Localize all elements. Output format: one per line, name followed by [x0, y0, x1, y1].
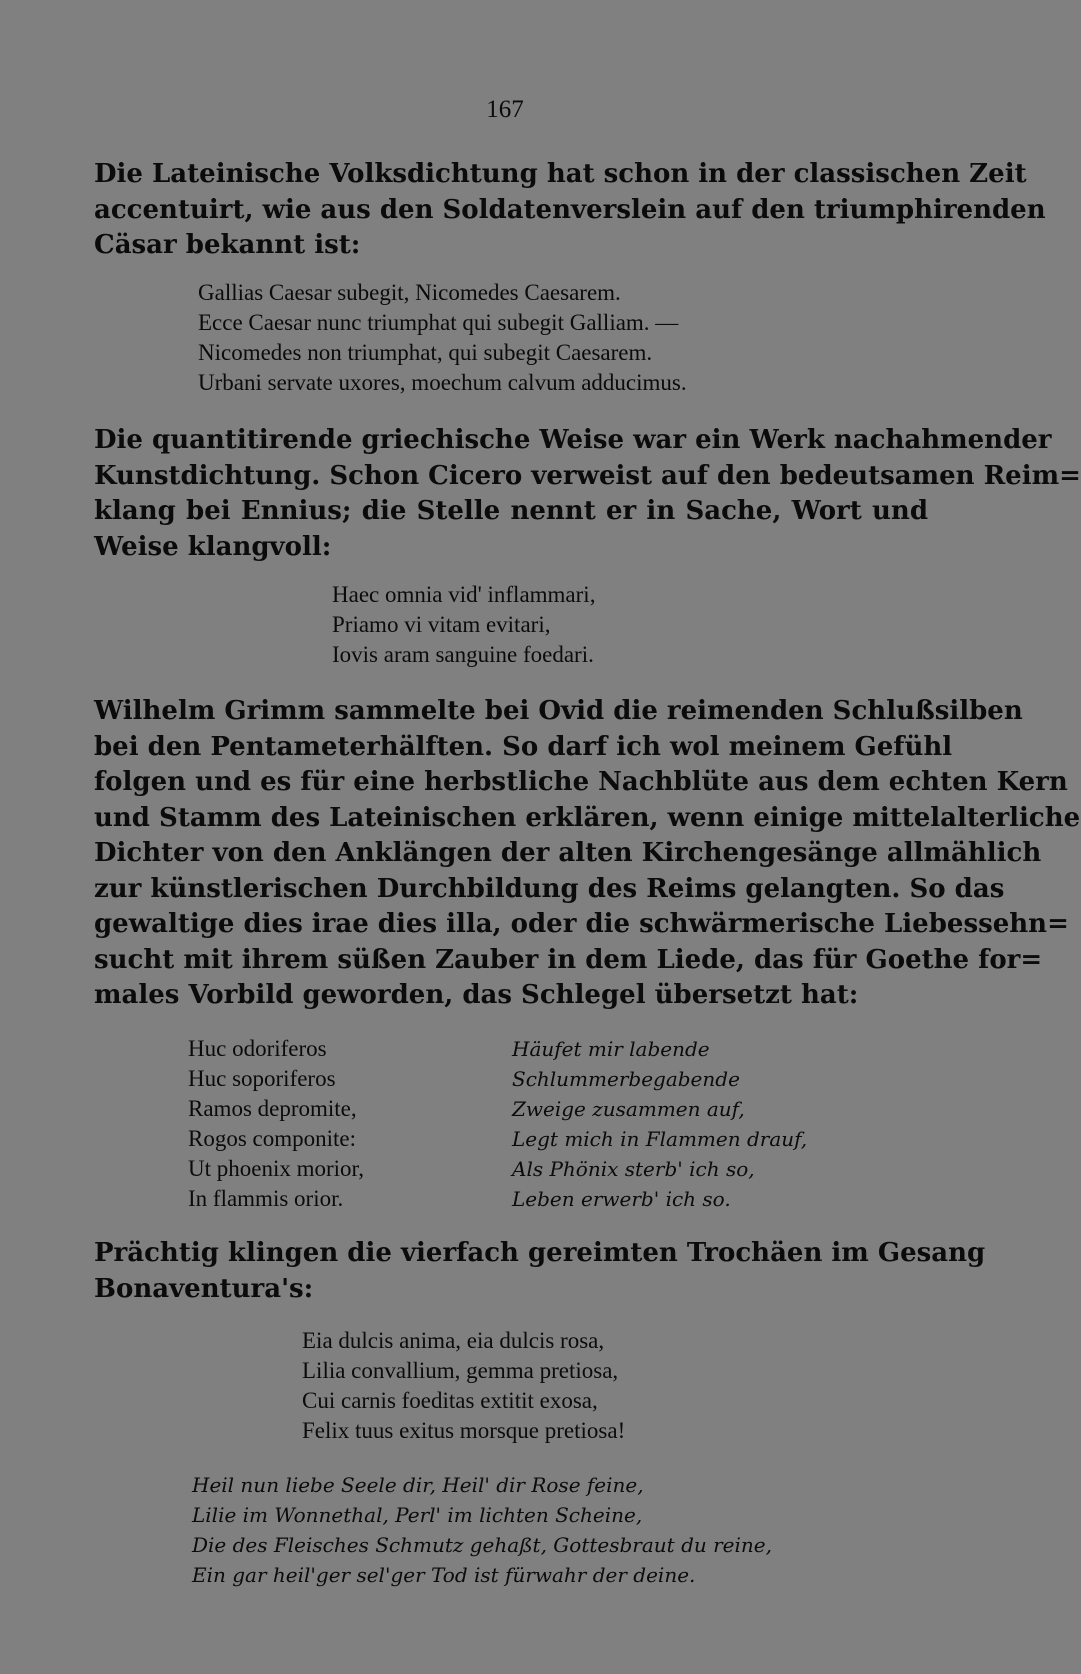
verse-line: Ramos depromite,: [188, 1096, 357, 1121]
verse-line: Rogos componite:: [188, 1126, 357, 1151]
text-line: Weise klangvoll:: [94, 531, 332, 562]
paragraph-3: [94, 694, 1081, 1014]
verse-line: In flammis orior.: [188, 1186, 344, 1211]
verse-line: Zweige zusammen auf,: [512, 1097, 745, 1121]
verse-line: Heil nun liebe Seele dir, Heil' dir Rose feine,: [192, 1473, 644, 1497]
text-line: bei den Pentameterhälften. So darf ich wol meinem Gefühl: [94, 731, 953, 762]
text-line: Dichter von den Anklängen der alten Kirchengesänge allmählich: [94, 838, 1042, 868]
text-line: folgen und es für eine herbstliche Nachblüte aus dem echten Kern: [94, 767, 1068, 797]
text-line: Prächtig klingen die vierfach gereimten Trochäen im Gesang: [94, 1238, 986, 1268]
text-line: Bonaventura's:: [94, 1273, 314, 1304]
latin-verse-2: [332, 580, 595, 670]
paragraph-4: [94, 1236, 986, 1307]
text-line: klang bei Ennius; die Stelle nennt er in Sache, Wort und: [94, 496, 928, 526]
text-line: accentuirt, wie aus den Soldatenverslein auf den triumphirenden: [94, 194, 1046, 225]
verse-line: Schlummerbegabende: [512, 1067, 740, 1091]
text-line: sucht mit ihrem süßen Zauber in dem Liede, das für Goethe for=: [94, 944, 1043, 975]
verse-line: Huc odoriferos: [188, 1036, 327, 1061]
text-line: Kunstdichtung. Schon Cicero verweist auf den bedeutsamen Reim=: [94, 460, 1081, 491]
verse-line: Ein gar heil'ger sel'ger Tod ist fürwahr der deine.: [192, 1563, 696, 1587]
latin-verse-4: [302, 1326, 625, 1446]
page-number: 167: [486, 96, 524, 123]
verse-line: Als Phönix sterb' ich so,: [512, 1157, 755, 1181]
verse-line: Lilie im Wonnethal, Perl' im lichten Scheine,: [192, 1503, 643, 1527]
verse-line: Lilia convallium, gemma pretiosa,: [302, 1358, 619, 1383]
verse-line: Ecce Caesar nunc triumphat qui subegit Galliam. —: [198, 310, 679, 335]
verse-line: Felix tuus exitus morsque pretiosa!: [302, 1418, 626, 1443]
text-line: gewaltige dies irae dies illa, oder die schwärmerische Liebessehn=: [94, 909, 1069, 939]
verse-line: Legt mich in Flammen drauf,: [512, 1127, 808, 1151]
verse-line: Gallias Caesar subegit, Nicomedes Caesarem.: [198, 280, 621, 305]
verse-line: Priamo vi vitam evitari,: [332, 612, 551, 637]
verse-line: Iovis aram sanguine foedari.: [332, 642, 594, 667]
verse-line: Eia dulcis anima, eia dulcis rosa,: [302, 1328, 605, 1353]
text-line: Die quantitirende griechische Weise war ein Werk nachahmender: [94, 425, 1052, 455]
text-line: und Stamm des Lateinischen erklären, wenn einige mittelalterliche: [94, 802, 1081, 833]
verse-line: Cui carnis foeditas extitit exosa,: [302, 1388, 598, 1413]
verse-line: Nicomedes non triumphat, qui subegit Caesarem.: [198, 340, 653, 365]
german-translation-3: [512, 1034, 807, 1214]
verse-line: Die des Fleisches Schmutz gehaßt, Gottesbraut du reine,: [192, 1533, 772, 1557]
latin-verse-1: [198, 278, 687, 398]
german-translation-4: [192, 1470, 772, 1590]
text-line: males Vorbild geworden, das Schlegel übersetzt hat:: [94, 980, 859, 1010]
latin-verse-3: [188, 1034, 364, 1214]
text-line: Die Lateinische Volksdichtung hat schon in der classischen Zeit: [94, 159, 1027, 189]
verse-line: Huc soporiferos: [188, 1066, 336, 1091]
verse-line: Häufet mir labende: [512, 1037, 710, 1061]
text-line: zur künstlerischen Durchbildung des Reims gelangten. So das: [94, 873, 1005, 904]
paragraph-2: [94, 423, 1081, 565]
text-line: Wilhelm Grimm sammelte bei Ovid die reimenden Schlußsilben: [94, 696, 1023, 726]
verse-line: Urbani servate uxores, moechum calvum adducimus.: [198, 370, 687, 395]
paragraph-1: [94, 157, 1046, 264]
text-line: Cäsar bekannt ist:: [94, 230, 361, 260]
verse-line: Ut phoenix morior,: [188, 1156, 365, 1181]
verse-line: Leben erwerb' ich so.: [512, 1187, 731, 1211]
verse-line: Haec omnia vid' inflammari,: [332, 582, 596, 607]
